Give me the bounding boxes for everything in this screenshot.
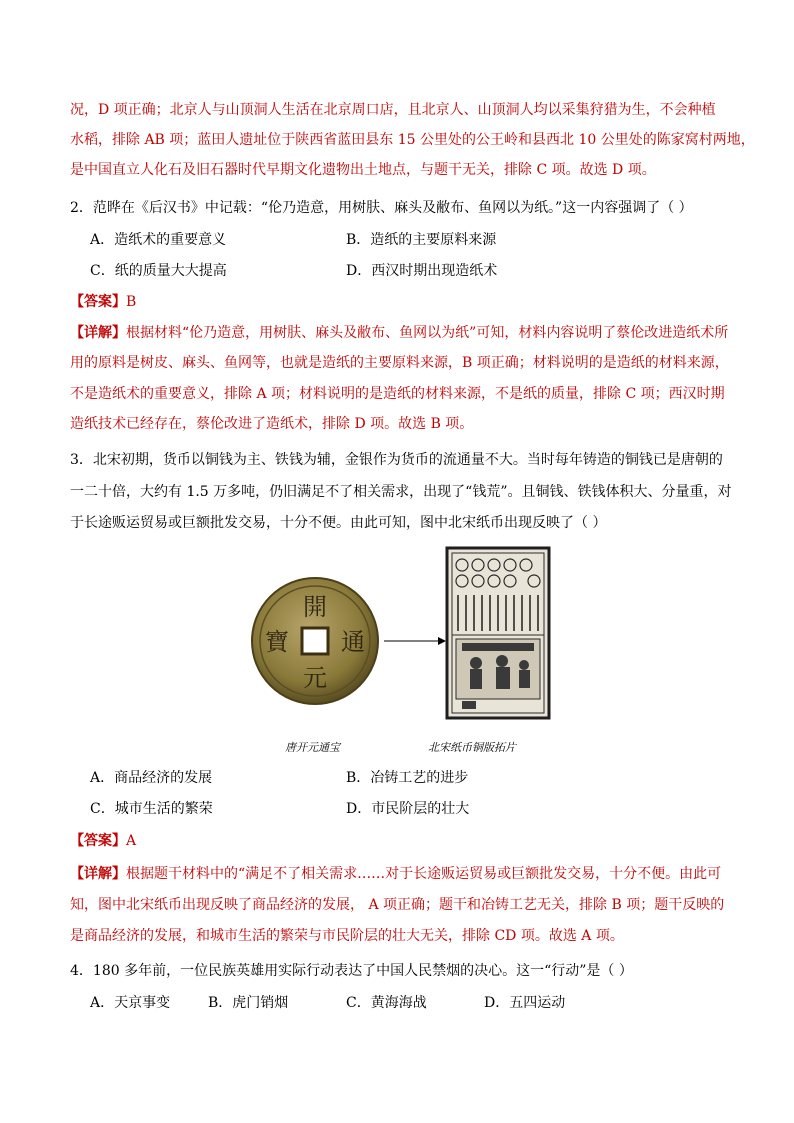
q2-detail-line [70, 323, 730, 343]
q2-detail-line: 不是造纸术的重要意义，排除 A 项；材料说明的是造纸的材料来源，不是纸的质量，排除 C 项；西汉时期 [70, 386, 725, 402]
detail-tag: 【详解】 [70, 866, 126, 882]
detail-text: 根据题干材料中的“满足不了相关需求……对于长途贩运贸易或巨额批发交易，十分不便。由此可 [126, 866, 722, 882]
q2-option-d: D．西汉时期出现造纸术 [346, 263, 498, 279]
coin-char-top: 開 [303, 593, 327, 621]
q4-option-b: B．虎门销烟 [208, 995, 289, 1011]
answer-tag: 【答案】 [70, 833, 126, 849]
detail-tag: 【详解】 [70, 325, 126, 341]
q3-stem-line: 于长途贩运贸易或巨额批发交易，十分不便。由此可知，图中北宋纸币出现反映了（ ） [70, 515, 607, 531]
q4-option-a: A．天京事变 [90, 995, 171, 1011]
q3-option-b: B．冶铸工艺的进步 [346, 770, 469, 786]
q2-option-c: C．纸的质量大大提高 [90, 263, 227, 279]
q3-option-c: C．城市生活的繁荣 [90, 801, 213, 817]
q3-option-a: A．商品经济的发展 [90, 770, 213, 786]
q3-stem-line: 3．北宋初期，货币以铜钱为主、铁钱为辅，金银作为货币的流通量不大。当时每年铸造的铜钱已是唐朝的 [70, 452, 723, 468]
kaiyuan-coin-image [252, 578, 378, 704]
caption-left: 唐开元通宝 [285, 741, 340, 754]
q2-stem: 2．范晔在《后汉书》中记载：“伦乃造意，用树肤、麻头及敝布、鱼网以为纸。”这一内容强调了（ ） [70, 200, 693, 216]
q4-option-c: C．黄海海战 [346, 995, 427, 1011]
answer-tag: 【答案】 [70, 294, 126, 310]
q3-figure [240, 545, 560, 725]
q2-detail-line: 造纸技术已经存在，蔡伦改进了造纸术，排除 D 项。故选 B 项。 [70, 416, 474, 432]
q2-option-a: A．造纸术的重要意义 [90, 232, 227, 248]
q3-detail-line: 是商品经济的发展，和城市生活的繁荣与市民阶层的壮大无关，排除 CD 项。故选 A 项。 [70, 928, 624, 944]
coin-char-right: 通 [341, 628, 365, 656]
caption-right: 北宋纸币铜版拓片 [428, 741, 516, 754]
q2-option-b: B．造纸的主要原料来源 [346, 232, 497, 248]
q3-answer [70, 831, 730, 851]
answer-value: B [126, 294, 137, 310]
jiaozi-print-image [447, 548, 549, 718]
arrow-icon [384, 637, 446, 645]
q3-detail-line: 知，图中北宋纸币出现反映了商品经济的发展， A 项正确；题干和冶铸工艺无关，排除 B 项；题干反映的 [70, 897, 725, 913]
q4-option-d: D．五四运动 [484, 995, 566, 1011]
coin-char-bottom: 元 [303, 664, 327, 692]
q4-stem: 4．180 多年前，一位民族英雄用实际行动表达了中国人民禁烟的决心。这一“行动”是（ ） [70, 963, 633, 979]
q1-detail-line: 水稻，排除 AB 项；蓝田人遗址位于陕西省蓝田县东 15 公里处的公王岭和县西北 10 公里处的陈家窝村两地， [70, 132, 755, 148]
coin-char-left: 寶 [265, 628, 289, 656]
answer-value: A [126, 833, 137, 849]
q3-detail-line [70, 864, 730, 884]
q1-detail-line: 是中国直立人化石及旧石器时代早期文化遗物出土地点，与题干无关，排除 C 项。故选 D 项。 [70, 162, 656, 178]
detail-text: 根据材料“伦乃造意，用树肤、麻头及敝布、鱼网以为纸”可知，材料内容说明了蔡伦改进造纸术所 [126, 325, 729, 341]
q3-option-d: D．市民阶层的壮大 [346, 801, 470, 817]
q2-detail-line: 用的原料是树皮、麻头、鱼网等，也就是造纸的主要原料来源，B 项正确；材料说明的是造纸的材料来源， [70, 355, 729, 371]
q2-answer [70, 292, 730, 312]
q1-detail-line: 况，D 项正确；北京人与山顶洞人生活在北京周口店，且北京人、山顶洞人均以采集狩猎为生，不会种植 [70, 102, 716, 118]
q3-stem-line: 一二十倍，大约有 1.5 万多吨，仍旧满足不了相关需求，出现了“钱荒”。且铜钱、铁钱体积大、分量重，对 [70, 484, 732, 500]
